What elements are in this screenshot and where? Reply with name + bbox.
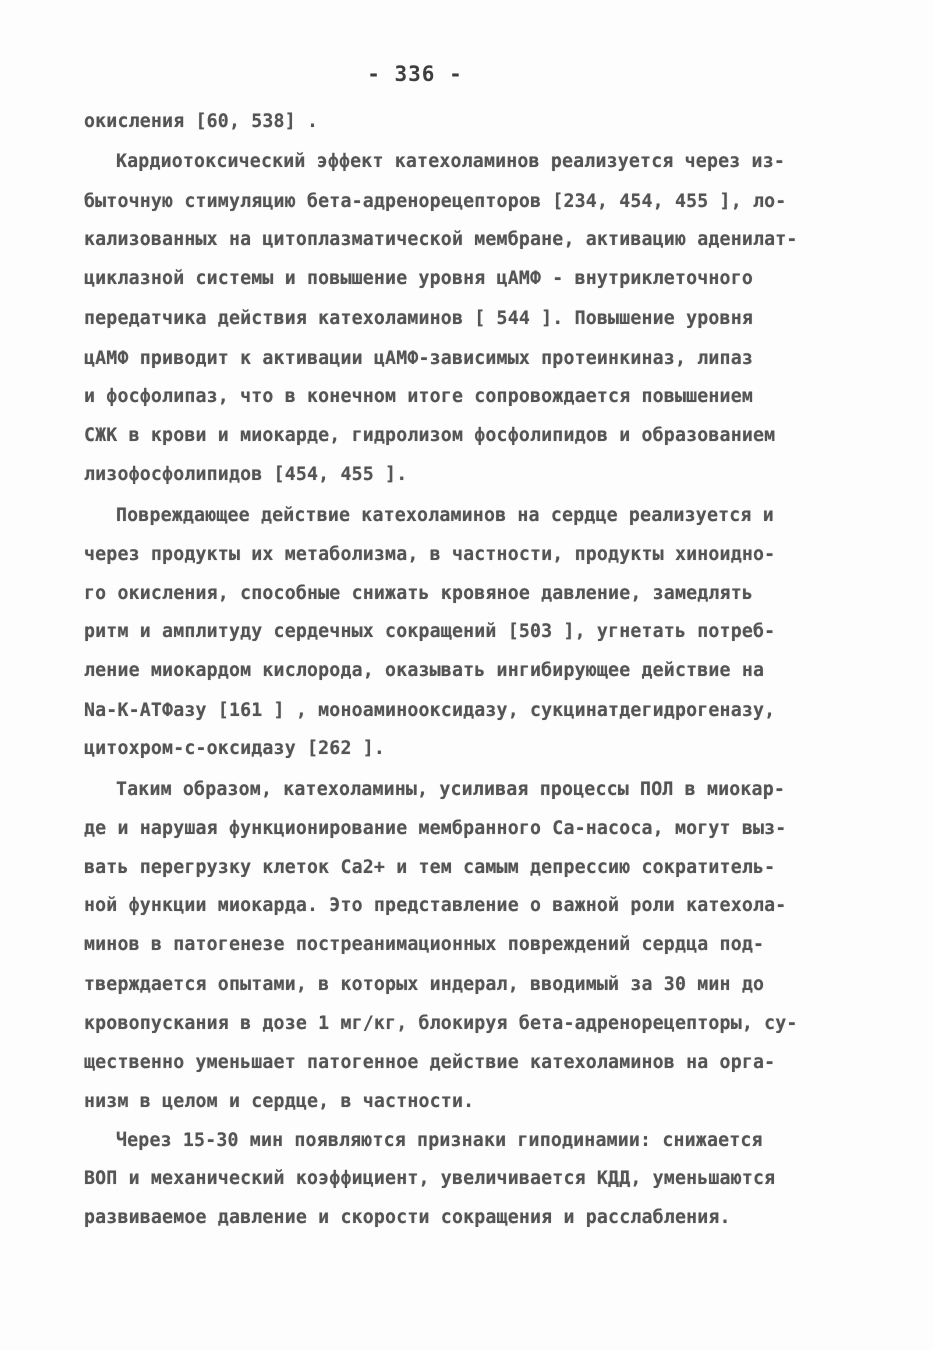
text-line-2: Кардиотоксический эффект катехоламинов реализуется через из- — [116, 151, 785, 172]
text-line-27: Через 15-30 мин появляются признаки гиподинамии: снижается — [116, 1130, 763, 1151]
text-line-17: цитохром-с-оксидазу [262 ]. — [84, 738, 386, 759]
text-line-26: низм в целом и сердце, в частности. — [84, 1091, 475, 1112]
text-line-6: передатчика действия катехоламинов [ 544 ]. Повышение уровня — [84, 308, 753, 329]
text-line-19: де и нарушая функционирование мембранного Са-насоса, могут выз- — [84, 818, 787, 839]
text-line-4: кализованных на цитоплазматической мембране, активацию аденилат- — [84, 229, 798, 250]
text-line-12: через продукты их метаболизма, в частности, продукты хиноидно- — [84, 544, 776, 565]
text-line-14: ритм и амплитуду сердечных сокращений [503 ], угнетать потреб- — [84, 621, 776, 642]
text-line-10: лизофосфолипидов [454, 455 ]. — [84, 464, 408, 485]
text-line-22: минов в патогенезе постреанимационных повреждений сердца под- — [84, 934, 765, 955]
text-line-5: циклазной системы и повышение уровня цАМФ - внутриклеточного — [84, 268, 753, 289]
text-line-16: Na-К-АТФазу [161 ] , моноаминооксидазу, сукцинатдегидрогеназу, — [84, 700, 776, 721]
text-line-29: развиваемое давление и скорости сокращения и расслабления. — [84, 1207, 731, 1228]
page-number: - 336 - — [367, 62, 463, 86]
text-line-28: ВОП и механический коэффициент, увеличивается КДД, уменьшаются — [84, 1168, 776, 1189]
text-line-3: быточную стимуляцию бета-адренорецепторов [234, 454, 455 ], ло- — [84, 191, 787, 212]
text-line-25: щественно уменьшает патогенное действие катехоламинов на орга- — [84, 1052, 776, 1073]
text-line-8: и фосфолипаз, что в конечном итоге сопровождается повышением — [84, 386, 753, 407]
text-line-7: цАМФ приводит к активации цАМФ-зависимых протеинкиназ, липаз — [84, 348, 753, 369]
text-line-18: Таким образом, катехоламины, усиливая процессы ПОЛ в миокар- — [116, 779, 785, 800]
text-line-15: ление миокардом кислорода, оказывать ингибирующее действие на — [84, 660, 765, 681]
text-line-11: Повреждающее действие катехоламинов на сердце реализуется и — [116, 505, 774, 526]
text-line-23: тверждается опытами, в которых индерал, вводимый за 30 мин до — [84, 974, 765, 995]
text-line-1: окисления [60, 538] . — [84, 111, 319, 132]
text-line-21: ной функции миокарда. Это представление о важной роли катехола- — [84, 895, 787, 916]
text-line-24: кровопускания в дозе 1 мг/кг, блокируя бета-адренорецепторы, су- — [84, 1013, 798, 1034]
text-line-9: СЖК в крови и миокарде, гидролизом фосфолипидов и образованием — [84, 425, 776, 446]
text-line-20: вать перегрузку клеток Са2+ и тем самым депрессию сократитель- — [84, 857, 776, 878]
text-line-13: го окисления, способные снижать кровяное давление, замедлять — [84, 583, 753, 604]
